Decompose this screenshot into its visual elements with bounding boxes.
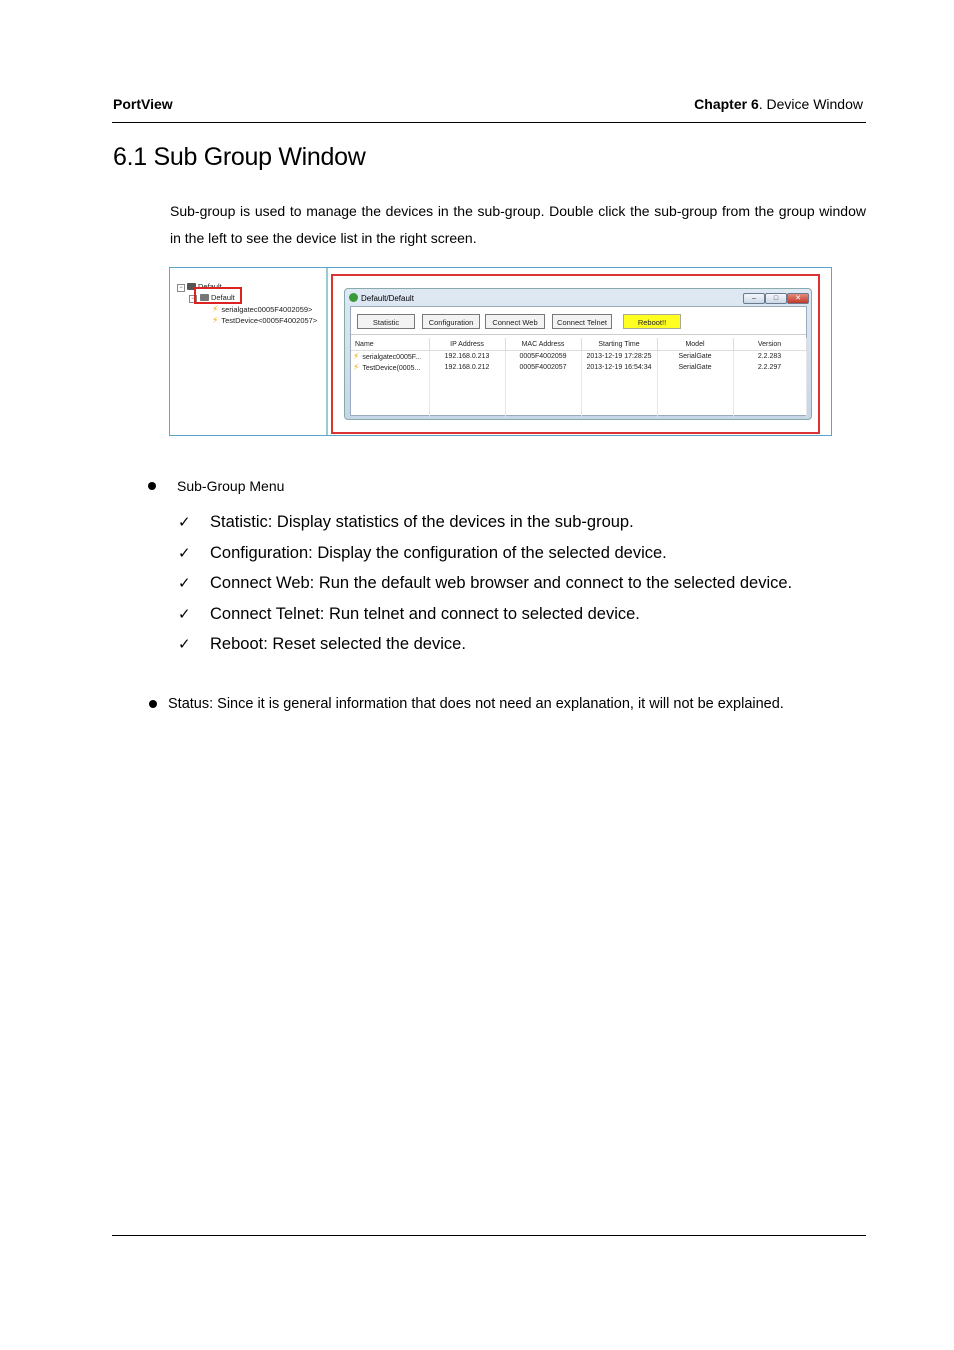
empty-row <box>351 384 806 395</box>
device-list-window <box>344 288 812 420</box>
tree-group-label: Default <box>211 293 235 302</box>
device-name: serialgatec0005F... <box>362 354 422 361</box>
configuration-button: Configuration <box>422 314 480 329</box>
check-icon: ✓ <box>178 575 191 592</box>
device-table <box>351 338 807 417</box>
footer-rule <box>112 1235 866 1236</box>
column-header: MAC Address <box>505 338 581 351</box>
list-item-text: Configuration: Display the configuration of the selected device. <box>210 544 667 562</box>
header-rule <box>112 122 866 123</box>
table-row <box>351 351 806 363</box>
empty-row <box>351 373 806 384</box>
collapse-icon: − <box>177 284 185 292</box>
tree-device <box>212 315 317 326</box>
bullet-icon <box>148 482 156 490</box>
column-header: IP Address <box>429 338 505 351</box>
column-header: Starting Time <box>581 338 657 351</box>
statistic-button: Statistic <box>357 314 415 329</box>
window-title: Default/Default <box>361 294 414 303</box>
table-row <box>351 362 806 373</box>
table-cell: 2.2.283 <box>733 351 806 363</box>
tree-root-label: Default <box>198 282 222 291</box>
list-item-text: Statistic: Display statistics of the devices in the sub-group. <box>210 513 634 531</box>
close-icon: ✕ <box>787 293 809 304</box>
toolbar-divider <box>351 334 806 335</box>
device-icon: ⚡ <box>212 315 219 325</box>
table-cell: SerialGate <box>657 362 733 373</box>
header-chapter-title: . Device Window <box>758 96 863 112</box>
check-icon: ✓ <box>178 636 191 653</box>
reboot-button: Reboot!! <box>623 314 681 329</box>
table-cell: 192.168.0.212 <box>429 362 505 373</box>
window-client-area <box>350 306 807 416</box>
column-header: Version <box>733 338 806 351</box>
tree-device-label: serialgatec0005F4002059> <box>221 305 313 314</box>
table-cell: 2013-12-19 17:28:25 <box>581 351 657 363</box>
menu-heading: Sub-Group Menu <box>177 478 285 494</box>
bullet-icon <box>149 700 157 708</box>
table-cell: 0005F4002059 <box>505 351 581 363</box>
column-header: Name <box>351 338 429 351</box>
connect-web-button: Connect Web <box>485 314 545 329</box>
list-item-text: Reboot: Reset selected the device. <box>210 635 466 653</box>
tree-highlight-box <box>194 287 242 304</box>
check-icon: ✓ <box>178 606 191 623</box>
table-cell: 2013-12-19 16:54:34 <box>581 362 657 373</box>
table-cell: 192.168.0.213 <box>429 351 505 363</box>
header-chapter-label: Chapter 6 <box>694 96 759 112</box>
device-icon: ⚡ <box>353 362 360 372</box>
column-header: Model <box>657 338 733 351</box>
table-cell <box>351 351 429 363</box>
table-cell: 2.2.297 <box>733 362 806 373</box>
table-cell <box>351 362 429 373</box>
list-item-text: Connect Web: Run the default web browser and connect to the selected device. <box>210 574 793 592</box>
check-icon: ✓ <box>178 514 191 531</box>
header-product: PortView <box>113 96 173 112</box>
empty-row <box>351 406 806 417</box>
empty-row <box>351 395 806 406</box>
table-header-row <box>351 338 806 351</box>
connect-telnet-button: Connect Telnet <box>552 314 612 329</box>
device-icon: ⚡ <box>353 351 360 361</box>
table-cell: 0005F4002057 <box>505 362 581 373</box>
device-name: TestDevice(0005... <box>362 365 421 372</box>
header-chapter <box>694 96 863 112</box>
list-item-text: Connect Telnet: Run telnet and connect to selected device. <box>210 605 640 623</box>
collapse-icon: − <box>189 295 197 303</box>
intro-paragraph: Sub-group is used to manage the devices in the sub-group. Double click the sub-group from the group window in the left to see the device list in the right screen. <box>170 203 866 246</box>
device-icon: ⚡ <box>212 304 219 314</box>
tree-device <box>212 304 312 315</box>
section-title: 6.1 Sub Group Window <box>113 143 366 171</box>
table-cell: SerialGate <box>657 351 733 363</box>
minimize-icon: – <box>743 293 765 304</box>
tree-device-label: TestDevice<0005F4002057> <box>221 316 318 325</box>
status-note: Status: Since it is general information that does not need an explanation, it will not be explained. <box>168 696 784 712</box>
check-icon: ✓ <box>178 545 191 562</box>
sub-group-window-figure <box>169 267 832 436</box>
maximize-icon: □ <box>765 293 787 304</box>
app-icon <box>349 293 358 302</box>
